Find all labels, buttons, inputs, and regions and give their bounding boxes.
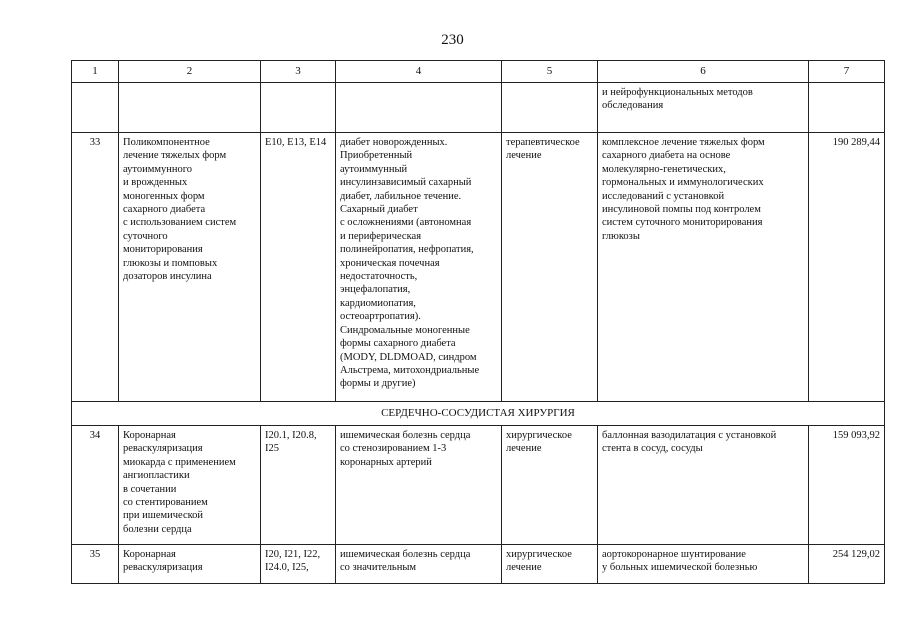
cost-cell: 159 093,92: [809, 426, 885, 545]
empty-cell: [119, 83, 261, 133]
column-number-cell: 3: [261, 61, 336, 83]
treatment-type-cell: хирургическое лечение: [502, 545, 598, 584]
method-cell: комплексное лечение тяжелых форм сахарного диабета на основе молекулярно-генетических, гормональных и иммунологических исследований с установкой инсулиновой помпы под контролем систем суточного мониторирования глюкозы: [598, 133, 809, 402]
section-heading-row: [72, 402, 885, 426]
column-number-cell: 7: [809, 61, 885, 83]
cost-cell: 254 129,02: [809, 545, 885, 584]
empty-cell: [72, 83, 119, 133]
icd-codes-cell: I20.1, I20.8, I25: [261, 426, 336, 545]
continuation-row: [72, 83, 885, 133]
services-table: [71, 60, 885, 584]
patient-model-cell: диабет новорожденных. Приобретенный аутоиммунный инсулинзависимый сахарный диабет, лабильное течение. Сахарный диабет с осложнениями (автономная и периферическая полинейропатия, нефропатия, хроническая почечная недостаточность, энцефалопатия, кардиомиопатия, остеоартропатия). Синдромальные моногенные формы сахарного диабета (MODY, DLDMOAD, синдром Альстрема, митохондриальные формы и другие): [336, 133, 502, 402]
method-cell: и нейрофункциональных методов обследования: [598, 83, 809, 133]
section-heading: СЕРДЕЧНО-СОСУДИСТАЯ ХИРУРГИЯ: [72, 402, 885, 426]
column-number-row: [72, 61, 885, 83]
empty-cell: [502, 83, 598, 133]
row-number-cell: 34: [72, 426, 119, 545]
service-name-cell: Коронарная реваскуляризация миокарда с применением ангиопластики в сочетании со стентированием при ишемической болезни сердца: [119, 426, 261, 545]
column-number-cell: 2: [119, 61, 261, 83]
treatment-type-cell: хирургическое лечение: [502, 426, 598, 545]
column-number-cell: 4: [336, 61, 502, 83]
icd-codes-cell: I20, I21, I22, I24.0, I25,: [261, 545, 336, 584]
service-name-cell: Поликомпонентное лечение тяжелых форм аутоиммунного и врожденных моногенных форм сахарного диабета с использованием систем суточного мониторирования глюкозы и помповых дозаторов инсулина: [119, 133, 261, 402]
row-number-cell: 33: [72, 133, 119, 402]
cost-cell: 190 289,44: [809, 133, 885, 402]
table-row: [72, 133, 885, 402]
empty-cell: [261, 83, 336, 133]
empty-cell: [336, 83, 502, 133]
table-row: [72, 426, 885, 545]
empty-cell: [809, 83, 885, 133]
table-row: [72, 545, 885, 584]
service-name-cell: Коронарная реваскуляризация: [119, 545, 261, 584]
page-number: 230: [441, 32, 464, 48]
column-number-cell: 1: [72, 61, 119, 83]
patient-model-cell: ишемическая болезнь сердца со значительным: [336, 545, 502, 584]
icd-codes-cell: E10, E13, E14: [261, 133, 336, 402]
column-number-cell: 6: [598, 61, 809, 83]
method-cell: аортокоронарное шунтирование у больных ишемической болезнью: [598, 545, 809, 584]
row-number-cell: 35: [72, 545, 119, 584]
method-cell: баллонная вазодилатация с установкой стента в сосуд, сосуды: [598, 426, 809, 545]
treatment-type-cell: терапевтическое лечение: [502, 133, 598, 402]
patient-model-cell: ишемическая болезнь сердца со стенозированием 1-3 коронарных артерий: [336, 426, 502, 545]
column-number-cell: 5: [502, 61, 598, 83]
